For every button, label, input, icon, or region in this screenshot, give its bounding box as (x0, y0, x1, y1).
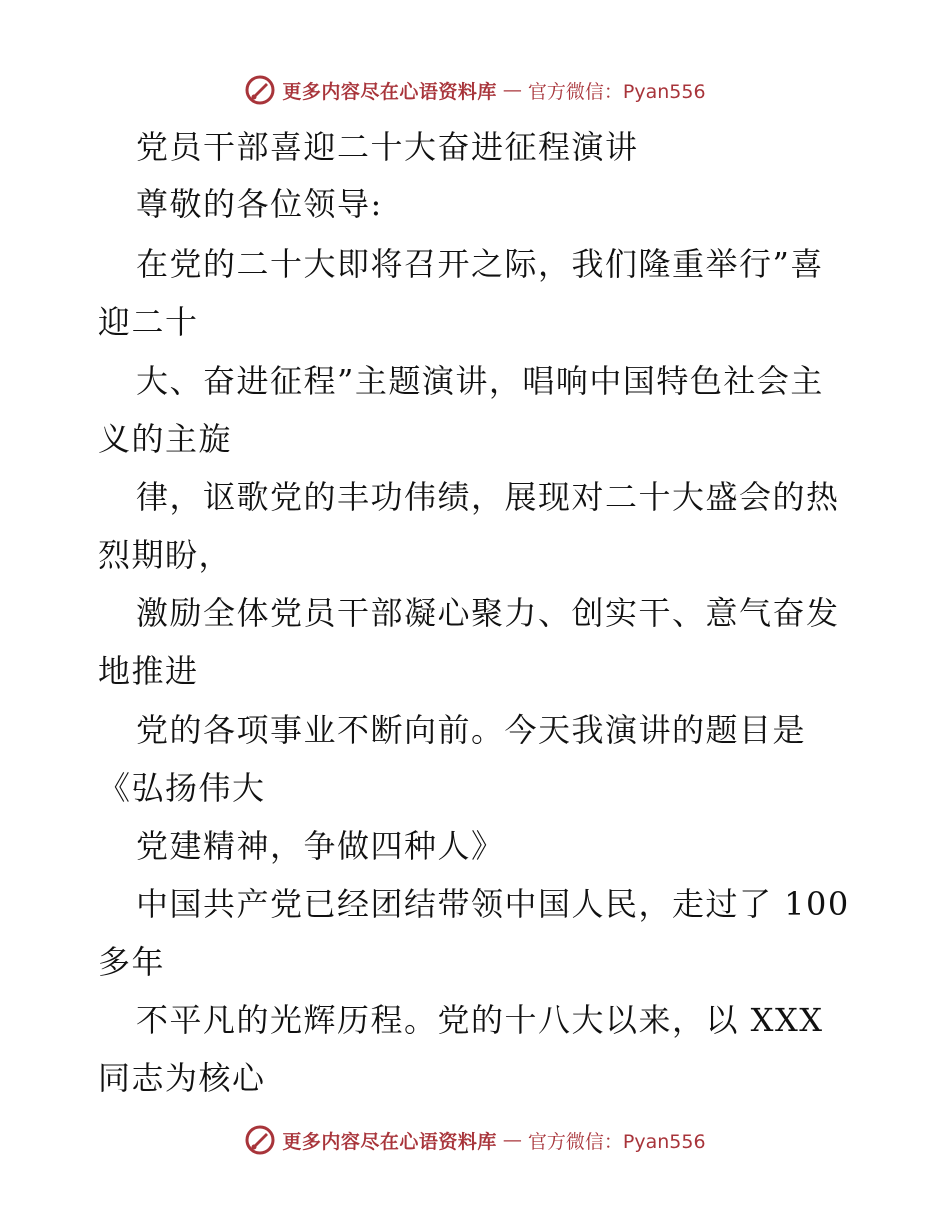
paragraph-line: 烈期盼， (98, 536, 233, 574)
paragraph-line: 党建精神，争做四种人》 (136, 827, 505, 865)
paragraph-line: 中国共产党已经团结带领中国人民，走过了 100 (136, 885, 850, 923)
paragraph-line: 党的各项事业不断向前。今天我演讲的题目是 (136, 711, 807, 749)
paragraph-line: 大、奋进征程”主题演讲，唱响中国特色社会主 (136, 362, 824, 400)
header-banner (0, 70, 950, 110)
banner-wechat: 官方微信：Pyan556 (527, 1130, 706, 1153)
paragraph-line: 律，讴歌党的丰功伟绩，展现对二十大盛会的热 (136, 478, 840, 516)
document-title: 党员干部喜迎二十大奋进征程演讲 (136, 128, 639, 166)
paragraph-line: 迎二十 (98, 303, 199, 341)
paragraph-line: 在党的二十大即将召开之际，我们隆重举行”喜 (136, 245, 824, 283)
brush-logo-icon (244, 74, 276, 106)
paragraph-line: 义的主旋 (98, 420, 233, 458)
banner-separator: — (502, 79, 522, 101)
banner-title: 更多内容尽在心语资料库 (282, 1130, 497, 1153)
salutation: 尊敬的各位领导: (136, 185, 383, 223)
paragraph-line: 不平凡的光辉历程。党的十八大以来，以 XXX (136, 1001, 824, 1039)
brush-logo-icon (244, 1124, 276, 1156)
paragraph-line: 激励全体党员干部凝心聚力、创实干、意气奋发 (136, 594, 840, 632)
paragraph-line: 同志为核心 (98, 1059, 266, 1097)
banner-wechat: 官方微信：Pyan556 (527, 80, 706, 103)
paragraph-line: 地推进 (98, 652, 199, 690)
paragraph-line: 多年 (98, 943, 166, 981)
paragraph-line: 《弘扬伟大 (98, 769, 266, 807)
banner-separator: — (502, 1129, 522, 1151)
footer-banner (0, 1120, 950, 1160)
banner-title: 更多内容尽在心语资料库 (282, 80, 497, 103)
